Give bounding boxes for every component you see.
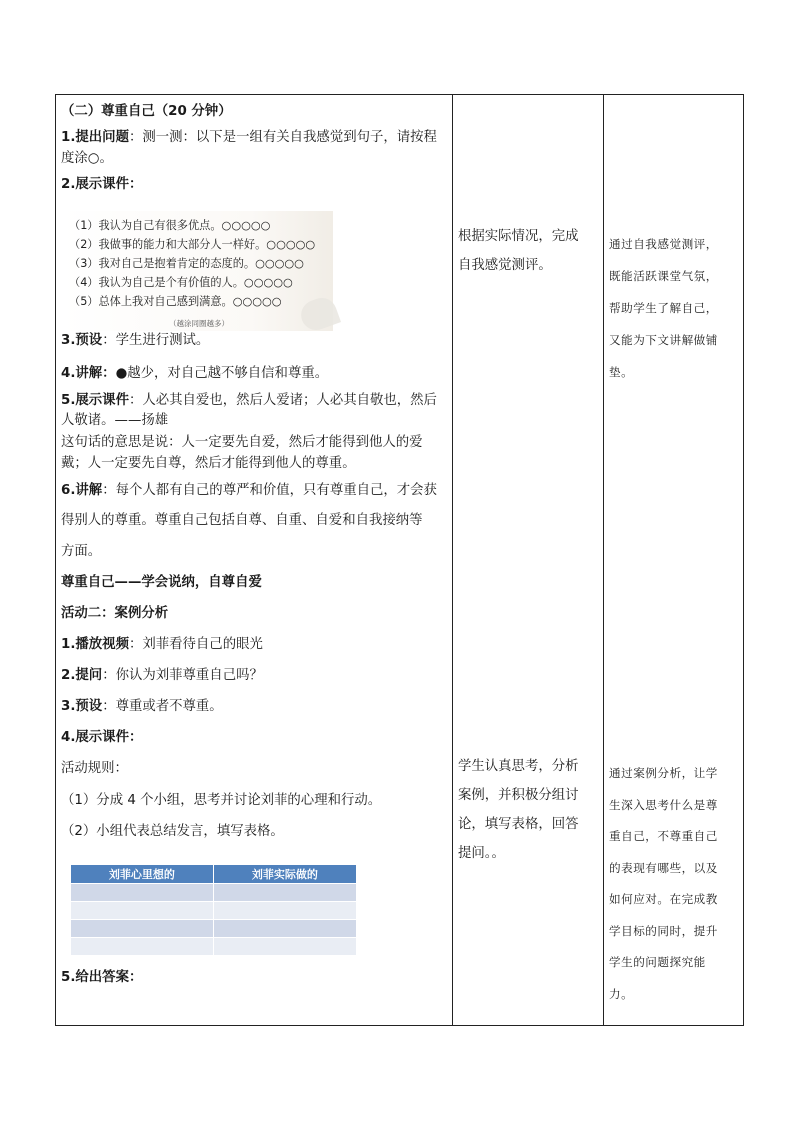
column-divider-2 <box>603 95 604 1025</box>
step6-line-3: 方面。 <box>61 544 102 559</box>
step4-text: ●越少，对自己越不够自信和尊重。 <box>115 366 329 381</box>
fill-table-row <box>71 902 357 920</box>
rules-title: 活动规则： <box>61 761 128 776</box>
student-activity-block-1 <box>458 222 598 280</box>
text-line: 又能为下文讲解做铺 <box>609 333 718 347</box>
rule-1: （1）分成 4 个小组，思考并讨论刘菲的心理和行动。 <box>61 793 382 808</box>
step4-label: 4.讲解： <box>61 366 116 381</box>
fill-table-row <box>71 938 357 956</box>
step5-line-2: 人敬诸。——扬雄 <box>61 413 169 428</box>
activity-title: 活动二：案例分析 <box>61 606 169 621</box>
fill-table-cell[interactable] <box>71 920 213 938</box>
fill-table-cell[interactable] <box>213 884 356 902</box>
activity-step4-label: 4.展示课件： <box>61 730 143 745</box>
activity-step1-text: ：刘菲看待自己的眼光 <box>128 637 263 652</box>
step4-line <box>61 366 328 382</box>
step6-label: 6.讲解 <box>61 483 103 498</box>
design-intent-block-2 <box>609 758 718 1010</box>
fill-table-header: 刘菲实际做的 <box>213 865 356 884</box>
slide-image <box>61 211 333 331</box>
text-line: 根据实际情况，完成 <box>458 229 579 244</box>
text-line: 帮助学生了解自己， <box>609 301 718 315</box>
step6-line-2: 得别人的尊重。尊重自己包括自尊、自重、自爱和自我接纳等 <box>61 513 423 528</box>
step6-line <box>61 483 437 499</box>
step5-text: ：人必其自爱也，然后人爱诸；人必其自敬也，然后 <box>128 393 437 408</box>
fill-table-row <box>71 884 357 902</box>
slide-item: （1）我认为自己有很多优点。○○○○○ <box>69 219 271 232</box>
text-line: 既能活跃课堂气氛， <box>609 269 718 283</box>
text-line: 提问。。 <box>458 846 505 861</box>
slide-item: （3）我对自己是抱着肯定的态度的。○○○○○ <box>69 257 304 270</box>
fill-table-row <box>71 920 357 938</box>
text-line: 如何应对。在完成教 <box>609 892 718 906</box>
text-line: 论，填写表格，回答 <box>458 817 579 832</box>
explain-line-2: 戴；人一定要先自尊，然后才能得到他人的尊重。 <box>61 456 356 471</box>
step3-label: 3.预设 <box>61 333 103 348</box>
text-line: 通过案例分析，让学 <box>609 766 718 780</box>
activity-step2 <box>61 668 263 684</box>
text-line: 案例，并积极分组讨 <box>458 788 579 803</box>
design-intent-block-1 <box>609 228 718 388</box>
slide-decoration <box>297 294 341 335</box>
subheading: 尊重自己——学会说纳，自尊自爱 <box>61 575 262 590</box>
step2-label: 2.展示课件： <box>61 177 143 192</box>
text-line: 自我感觉测评。 <box>458 258 552 273</box>
activity-step1 <box>61 637 263 653</box>
text-line: 学生认真思考，分析 <box>458 759 579 774</box>
step6-text: ：每个人都有自己的尊严和价值，只有尊重自己，才会获 <box>102 483 437 498</box>
fill-in-table <box>71 865 357 955</box>
text-line: 重自己，不尊重自己 <box>609 829 718 843</box>
student-activity-block-2 <box>458 752 598 868</box>
fill-table-header: 刘菲心里想的 <box>71 865 213 884</box>
section-title: （二）尊重自己（20 分钟） <box>61 104 232 119</box>
text-line: 学目标的同时，提升 <box>609 923 718 938</box>
activity-step1-label: 1.播放视频 <box>61 637 129 652</box>
activity-step3 <box>61 699 223 715</box>
column-divider-1 <box>452 95 453 1025</box>
slide-item: （4）我认为自己是个有价值的人。○○○○○ <box>69 276 293 289</box>
text-line: 力。 <box>609 986 634 1001</box>
slide-item: （2）我做事的能力和大部分人一样好。○○○○○ <box>69 238 316 251</box>
step3-line <box>61 333 209 349</box>
step5-line <box>61 393 437 409</box>
slide-caption: （越涂同圈越多） <box>169 319 229 328</box>
fill-table-cell[interactable] <box>71 902 213 920</box>
fill-table-header-row <box>71 865 357 884</box>
lesson-plan-table <box>55 94 744 1026</box>
rule-2: （2）小组代表总结发言，填写表格。 <box>61 824 284 839</box>
activity-step5-label: 5.给出答案： <box>61 970 143 985</box>
fill-table-cell[interactable] <box>213 920 356 938</box>
fill-table-cell[interactable] <box>71 938 213 956</box>
activity-step3-label: 3.预设 <box>61 699 103 714</box>
step1-text: ：测一测：以下是一组有关自我感觉到句子，请按程 <box>128 130 437 145</box>
step3-text: ：学生进行测试。 <box>102 333 210 348</box>
text-line: 的表现有哪些，以及 <box>609 860 718 875</box>
activity-step3-text: ：尊重或者不尊重。 <box>102 699 223 714</box>
fill-table-cell[interactable] <box>213 938 356 956</box>
step5-label: 5.展示课件 <box>61 393 129 408</box>
fill-table-cell[interactable] <box>71 884 213 902</box>
text-line: 垫。 <box>609 365 634 379</box>
activity-step2-label: 2.提问 <box>61 668 103 683</box>
activity-step2-text: ：你认为刘菲尊重自己吗？ <box>102 668 263 683</box>
text-line: 通过自我感觉测评， <box>609 237 718 251</box>
step1-line <box>61 130 437 146</box>
slide-item: （5）总体上我对自己感到满意。○○○○○ <box>69 295 282 308</box>
text-line: 生深入思考什么是尊 <box>609 797 718 812</box>
step1-line-2: 度涂○。 <box>61 151 113 166</box>
fill-table-cell[interactable] <box>213 902 356 920</box>
step1-label: 1.提出问题 <box>61 130 129 145</box>
explain-line-1: 这句话的意思是说：人一定要先自爱，然后才能得到他人的爱 <box>61 435 423 450</box>
text-line: 学生的问题探究能 <box>609 955 706 969</box>
